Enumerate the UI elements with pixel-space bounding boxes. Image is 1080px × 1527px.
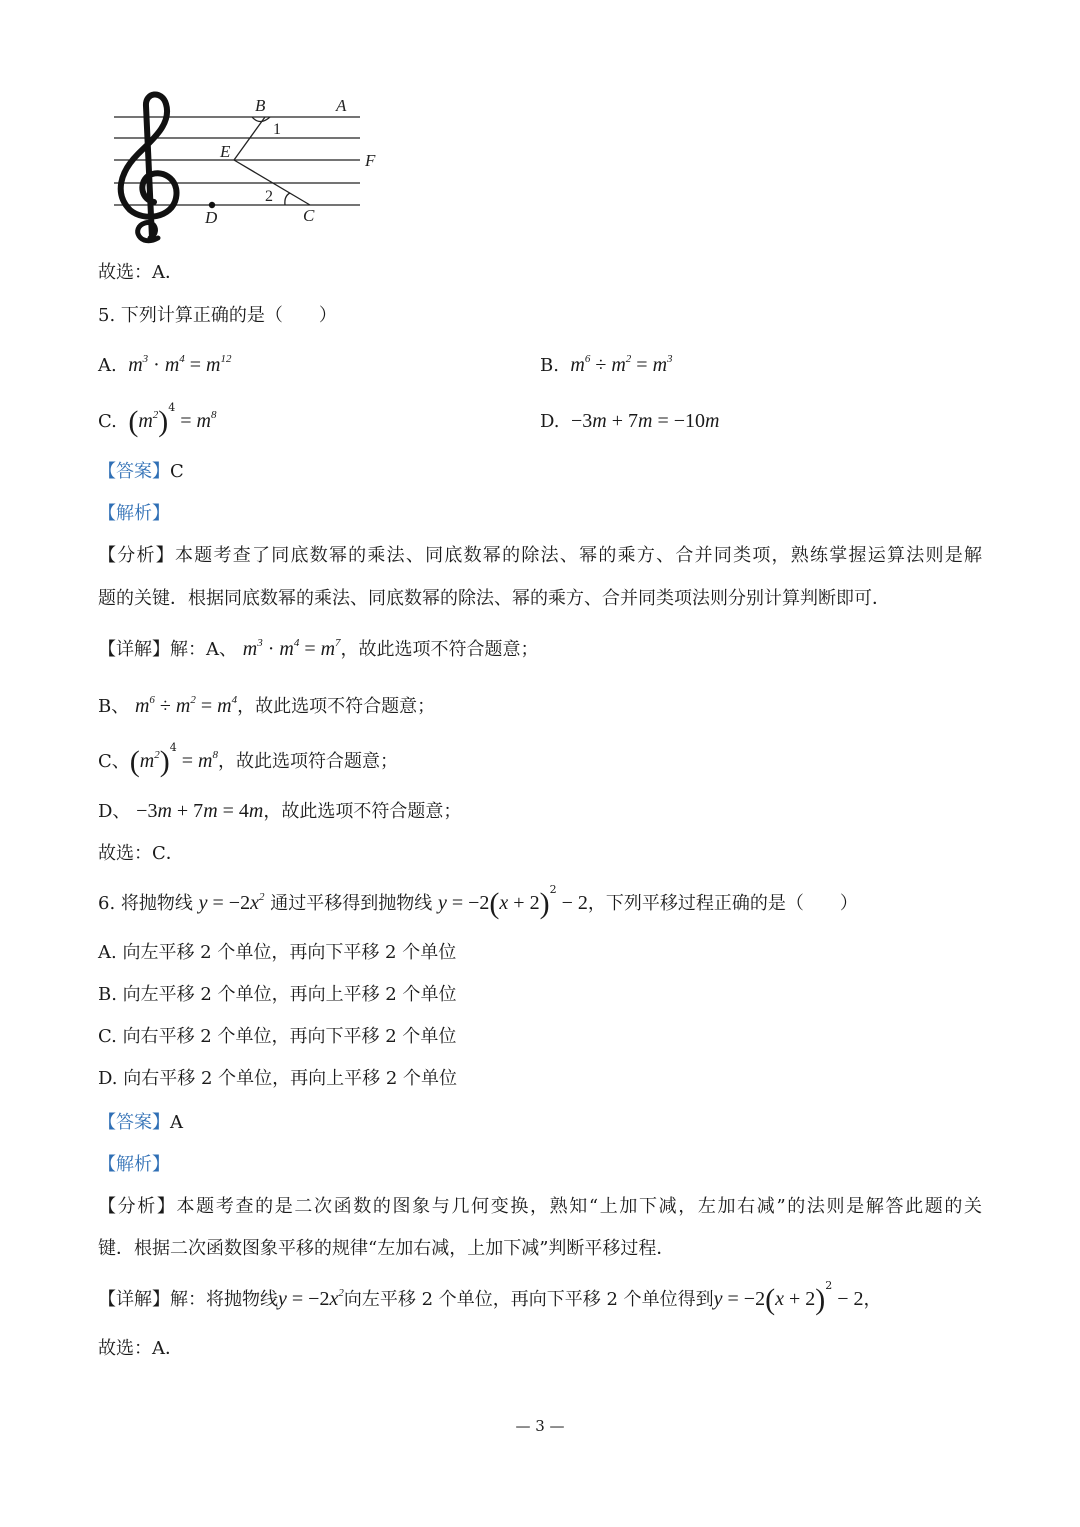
q6-conclusion: 故选：A． bbox=[98, 1338, 183, 1359]
page-number: — 3 — bbox=[515, 1417, 565, 1435]
label-C: C bbox=[303, 206, 315, 225]
q5-detail-c: C、$(m^2)^4 = m^8$，故此选项符合题意； bbox=[98, 741, 398, 778]
q6-option-b: B. 向左平移 2 个单位，再向上平移 2 个单位 bbox=[98, 984, 457, 1005]
q6-detail: 【详解】解：将抛物线$y = -2x^2$向左平移 2 个单位，再向下平移 2 个单位得到$y = -2(x + 2)^2 - 2$， bbox=[98, 1279, 882, 1316]
q6-option-a: A. 向左平移 2 个单位，再向下平移 2 个单位 bbox=[98, 942, 457, 963]
q5-detail-b: B、 $m^6 \div m^2 = m^4$，故此选项不符合题意； bbox=[98, 694, 436, 717]
q5-option-b: B. $m^6 \div m^2 = m^3$ bbox=[540, 353, 673, 376]
staff-figure bbox=[100, 88, 400, 253]
q6-fenxi-line2: 键．根据二次函数图象平移的规律“左加右减，上加下减”判断平移过程． bbox=[98, 1238, 675, 1259]
q5-fenxi-line1: 【分析】本题考查了同底数幂的乘法、同底数幂的除法、幂的乘方、合并同类项，熟练掌握运算法则是解 bbox=[98, 545, 983, 566]
q5-detail-a: 【详解】解：A、 $m^3 \cdot m^4 = m^7$，故此选项不符合题意； bbox=[98, 637, 539, 660]
q6-stem: 6. 将抛物线 $y = -2x^2$ 通过平移得到抛物线 $y = -2(x + 2)^2 - 2$，下列平移过程正确的是（ ） bbox=[98, 883, 858, 920]
angle-1-label: 1 bbox=[273, 121, 281, 138]
q5-fenxi-line2: 题的关键．根据同底数幂的乘法、同底数幂的除法、幂的乘方、合并同类项法则分别计算判断即可． bbox=[98, 588, 890, 609]
label-E: E bbox=[220, 142, 231, 161]
q6-fenxi-line1: 【分析】本题考查的是二次函数的图象与几何变换，熟知“上加下减，左加右减”的法则是解答此题的关 bbox=[98, 1196, 982, 1217]
q5-detail-d: D、 −3m + 7m = 4m，故此选项不符合题意； bbox=[98, 800, 462, 822]
q6-option-d: D. 向右平移 2 个单位，再向上平移 2 个单位 bbox=[98, 1068, 458, 1089]
label-B: B bbox=[255, 96, 266, 115]
angle-2-label: 2 bbox=[265, 188, 273, 205]
label-F: F bbox=[365, 151, 376, 170]
q6-answer: 【答案】A bbox=[98, 1112, 183, 1133]
q5-conclusion: 故选：C． bbox=[98, 843, 184, 864]
q5-stem: 5. 下列计算正确的是（ ） bbox=[98, 305, 337, 326]
q5-option-a: A. $m^3 \cdot m^4 = m^{12}$ bbox=[98, 353, 232, 376]
label-D: D bbox=[205, 208, 218, 227]
q5-analysis-tag: 【解析】 bbox=[98, 503, 170, 524]
label-A: A bbox=[336, 96, 347, 115]
q5-option-c: C. $(m^2)^4 = m^8$ bbox=[98, 401, 217, 438]
q5-answer: 【答案】C bbox=[98, 461, 184, 482]
q6-analysis-tag: 【解析】 bbox=[98, 1154, 170, 1175]
q4-conclusion: 故选：A． bbox=[98, 262, 183, 283]
q6-option-c: C. 向右平移 2 个单位，再向下平移 2 个单位 bbox=[98, 1026, 457, 1047]
q5-option-d: D. −3m + 7m = −10m bbox=[540, 410, 720, 432]
